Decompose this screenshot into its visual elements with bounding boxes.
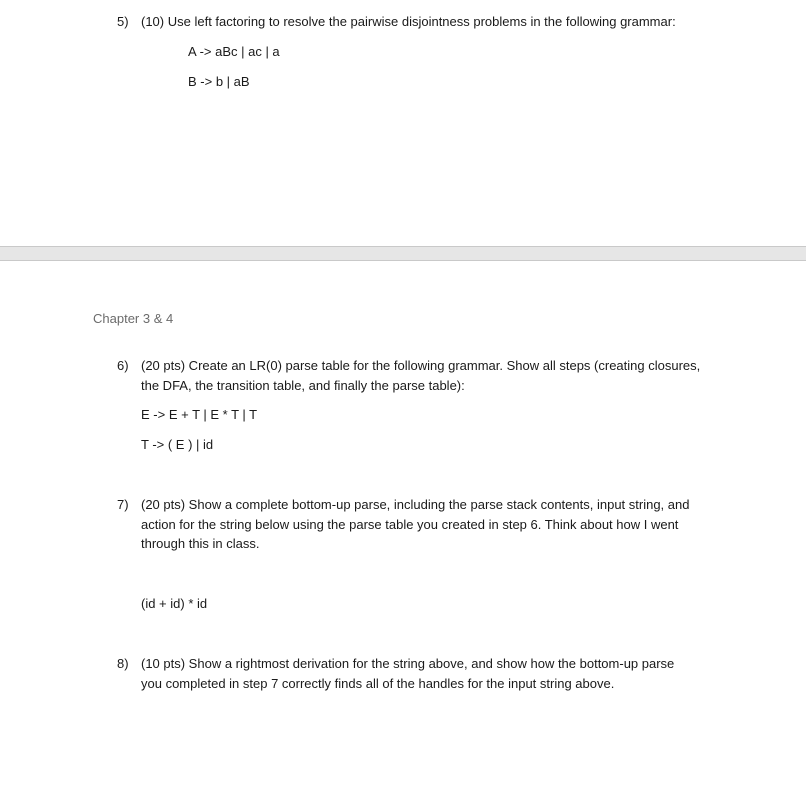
question-7-text-line-1: (20 pts) Show a complete bottom-up parse, including the parse stack contents, input string, and [141,497,690,512]
question-5-grammar-rule-a: A -> aBc | ac | a [188,44,280,59]
question-6-grammar-rule-t: T -> ( E ) | id [141,437,214,452]
question-7-input-string: (id + id) * id [141,596,208,611]
question-8-text-line-2: you completed in step 7 correctly finds all of the handles for the input string above. [141,676,615,691]
page-break-separator [0,246,806,261]
question-8-number: 8) [117,656,129,671]
question-7-number: 7) [117,497,129,512]
question-5-grammar-rule-b: B -> b | aB [188,74,250,89]
question-6-text-line-1: (20 pts) Create an LR(0) parse table for the following grammar. Show all steps (creating closures, [141,358,701,373]
question-5-text: (10) Use left factoring to resolve the pairwise disjointness problems in the following grammar: [141,14,676,29]
question-8-text-line-1: (10 pts) Show a rightmost derivation for the string above, and show how the bottom-up parse [141,656,675,671]
question-6-number: 6) [117,358,129,373]
chapter-header: Chapter 3 & 4 [93,311,174,326]
question-6-grammar-rule-e: E -> E + T | E * T | T [141,407,258,422]
question-7-text-line-2: action for the string below using the parse table you created in step 6. Think about how I went [141,517,679,532]
question-6-text-line-2: the DFA, the transition table, and finally the parse table): [141,378,465,393]
document-page-top [0,0,806,246]
document-page-bottom [0,261,806,810]
question-7-text-line-3: through this in class. [141,536,260,551]
question-5-number: 5) [117,14,129,29]
